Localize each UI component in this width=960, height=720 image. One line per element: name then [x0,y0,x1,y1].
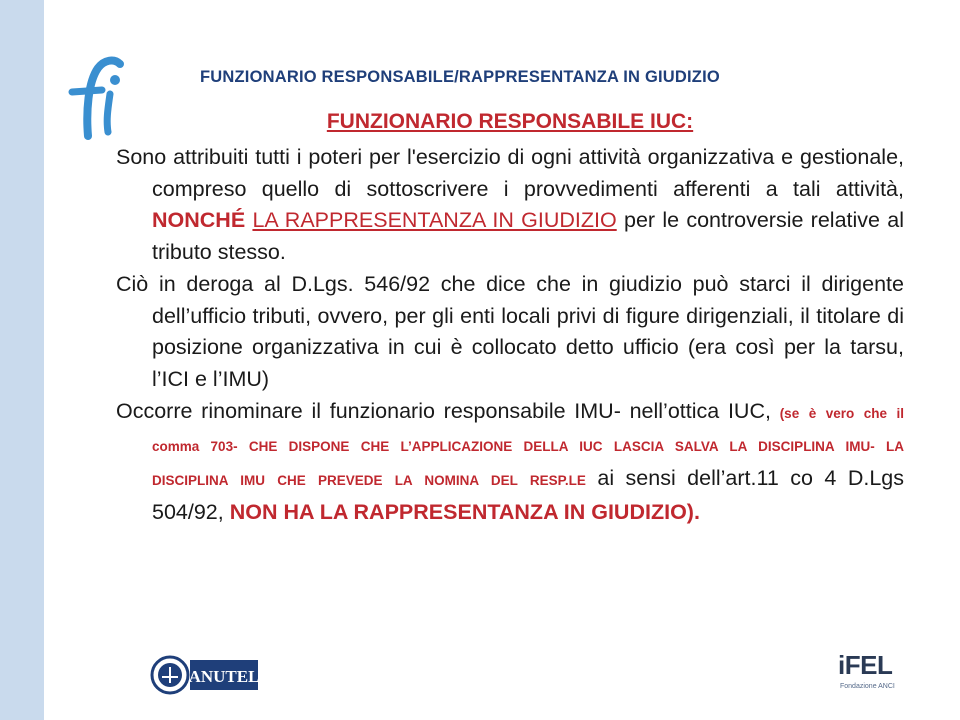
anutel-logo-icon [150,652,260,698]
ifel-logo-text: iFEL [838,650,893,680]
anutel-logo-text: ANUTEL [188,667,260,686]
section-title: FUNZIONARIO RESPONSABILE IUC: [326,110,694,133]
paragraph-3-red-end: NON HA LA RAPPRESENTANZA IN GIUDIZIO). [229,499,700,524]
paragraph-1-end: per le controversie relative al tributo stesso. [152,208,904,265]
paragraph-1-red-rappresentanza: LA RAPPRESENTANZA IN GIUDIZIO [252,208,617,233]
left-decorative-band [0,0,44,720]
paragraph-1-red-nonche: NONCHÉ [152,208,246,233]
paragraph-1 [116,142,904,269]
content-body [116,142,904,528]
ifel-logo-subtitle: Fondazione ANCI [840,683,895,690]
page-header-title: FUNZIONARIO RESPONSABILE/RAPPRESENTANZA IN GIUDIZIO [200,68,720,86]
paragraph-3-small-red: (se è vero che il comma 703- CHE DISPONE CHE L’APPLICAZIONE DELLA IUC LASCIA SALVA LA DISCIPLINA IMU- LA DISCIPLINA IMU CHE PREVEDE LA NOMINA DEL RESP.LE [152,405,904,489]
paragraph-3 [116,396,904,529]
paragraph-1-text: Sono attribuiti tutti i poteri per l'esercizio di ogni attività organizzativa e gestionale, compreso quello di sottoscrivere i provvedimenti afferenti a tali attività, [116,145,904,201]
paragraph-3-text: Occorre rinominare il funzionario responsabile IMU- nell’ottica IUC, [116,398,780,423]
paragraph-2: Ciò in deroga al D.Lgs. 546/92 che dice che in giudizio può starci il dirigente dell’ufficio tributi, ovvero, per gli enti locali privi di figure dirigenziali, il titolare di posizione organizzativa in cui è collocato detto ufficio (era così per la tarsu, l’ICI e l’IMU) [116,271,904,391]
paragraph-3-mid: ai sensi dell’art.11 co 4 D.Lgs 504/92, [152,466,904,524]
